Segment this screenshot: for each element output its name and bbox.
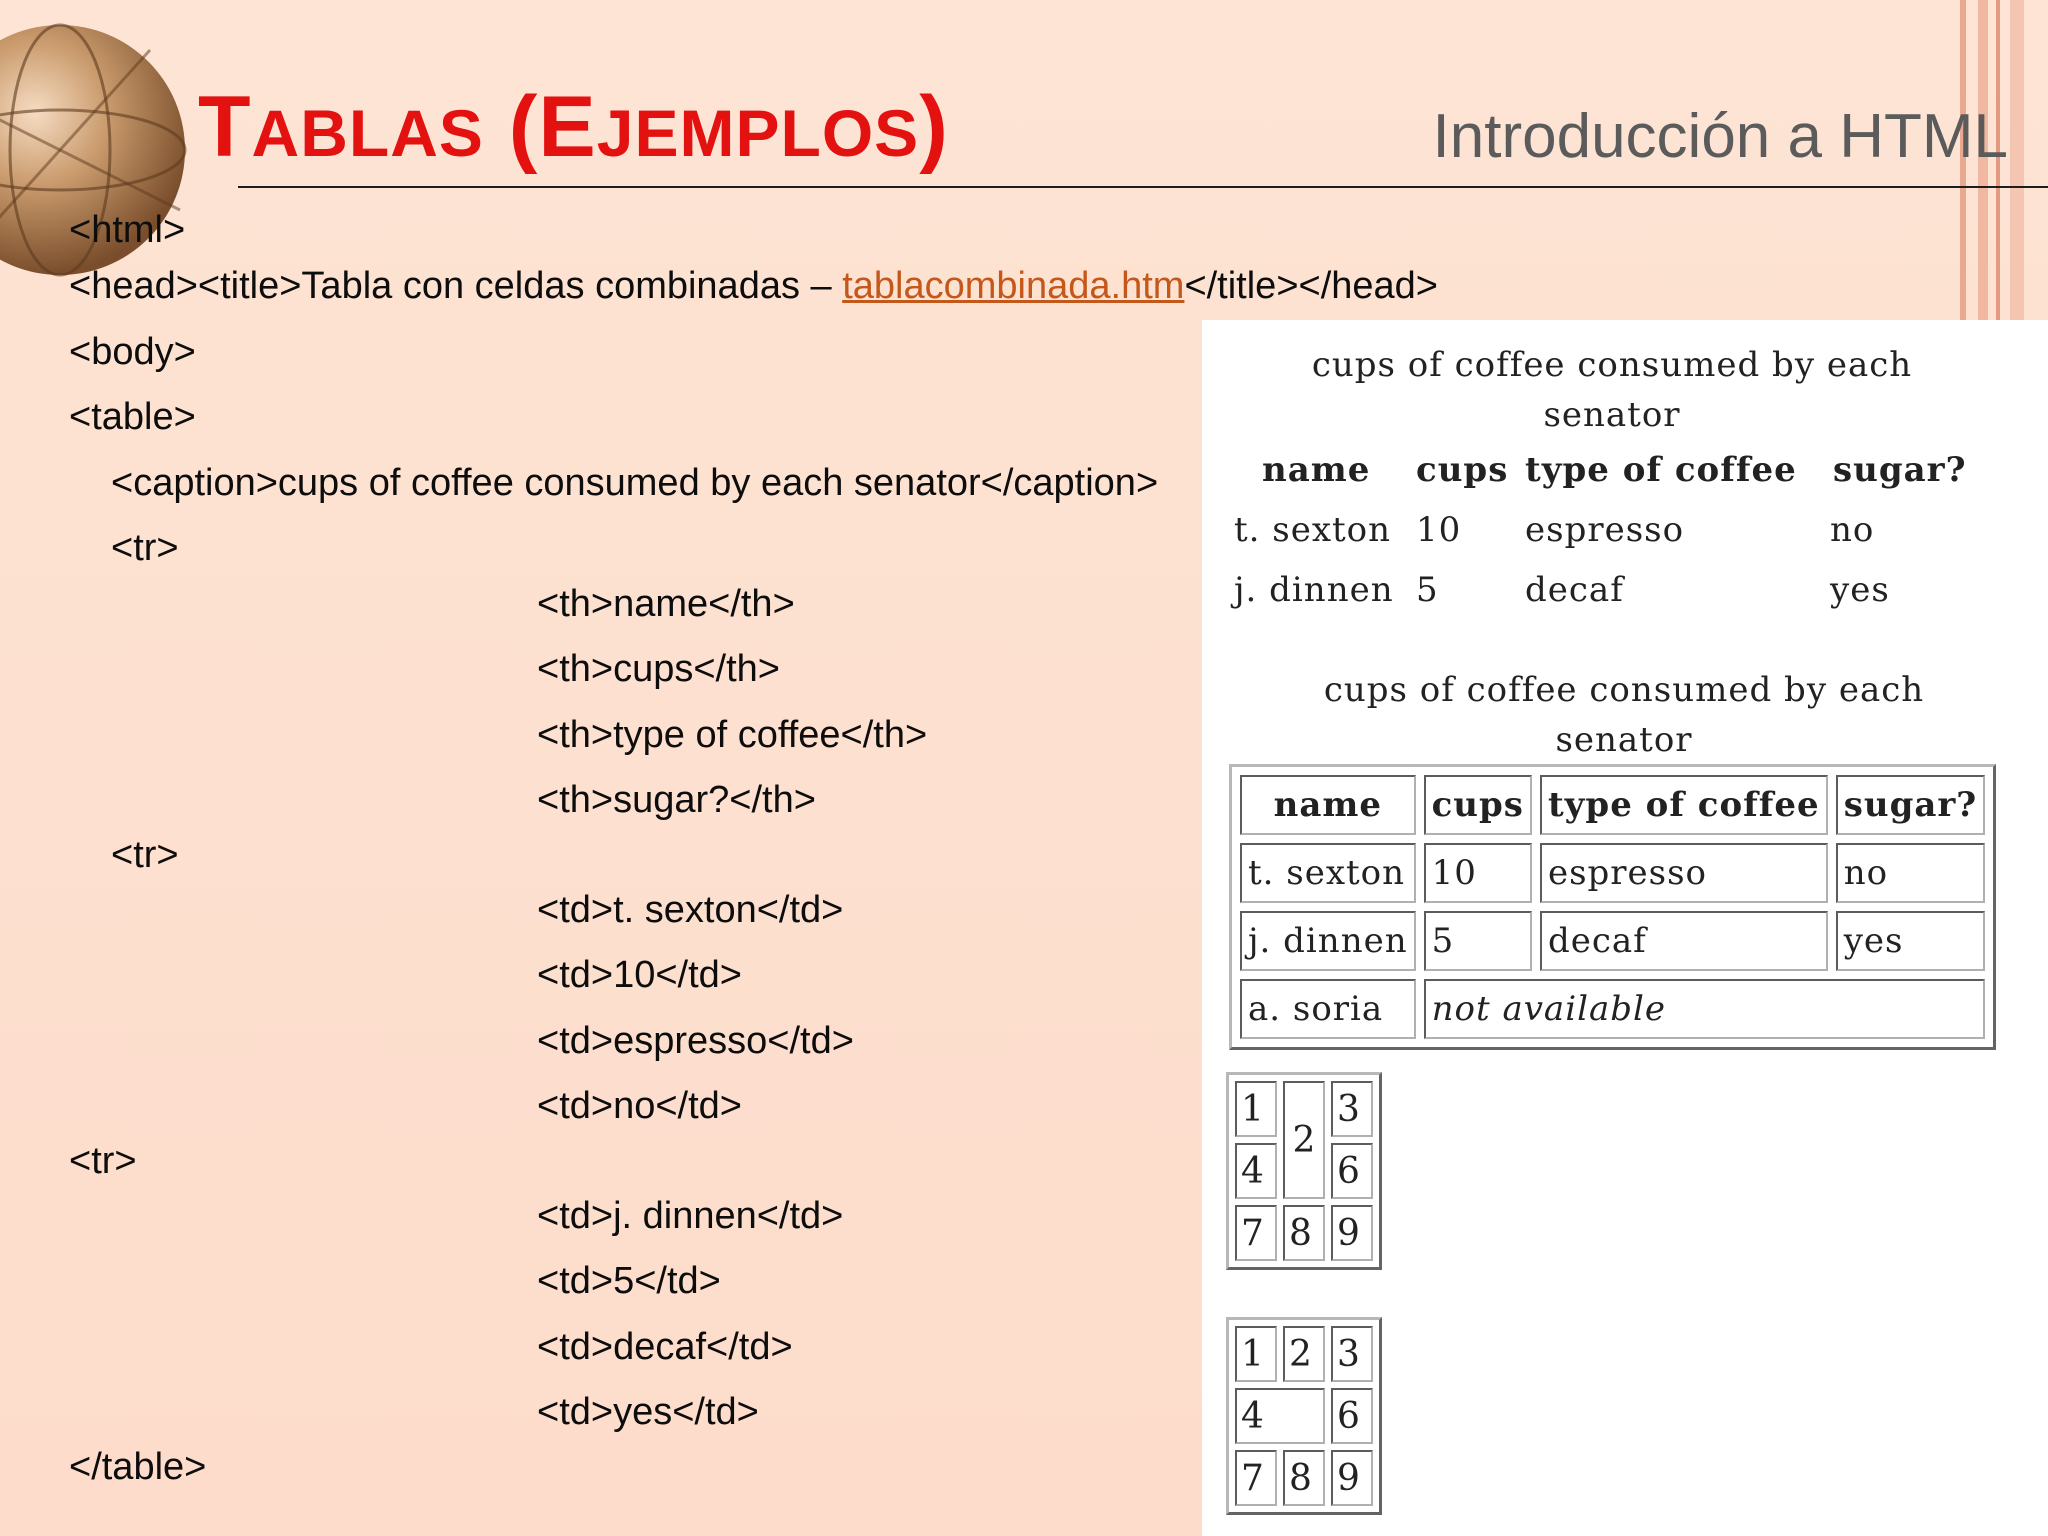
grid-cell: 1 <box>1235 1081 1277 1137</box>
table-header-cell: type of coffee <box>1525 450 1797 490</box>
code-line: <tr> <box>111 527 179 569</box>
table-row <box>1235 1326 1373 1382</box>
code-line: <tr> <box>69 1140 137 1182</box>
merged-cell: not available <box>1424 979 1986 1039</box>
slide-subtitle: Introducción a HTML <box>1432 102 2008 171</box>
table-row <box>1235 1388 1373 1444</box>
table-row <box>1240 775 1985 835</box>
table-cell: t. sexton <box>1234 510 1392 550</box>
table-cell: 5 <box>1416 570 1439 610</box>
grid-cell-rowspan: 2 <box>1283 1081 1325 1199</box>
table-caption: cups of coffee consumed by each senator <box>1311 345 1913 435</box>
code-line: <th>name</th> <box>537 583 795 625</box>
code-line: <td>5</td> <box>537 1260 721 1302</box>
code-line: <td>no</td> <box>537 1085 742 1127</box>
rowspan-grid <box>1226 1072 1382 1270</box>
table-cell: espresso <box>1540 843 1828 903</box>
grid-cell: 3 <box>1331 1081 1373 1137</box>
table-header-cell: name <box>1262 450 1371 490</box>
code-line: <caption>cups of coffee consumed by each senator</caption> <box>111 462 1159 504</box>
grid-cell: 6 <box>1331 1388 1373 1444</box>
table-header-cell: name <box>1240 775 1416 835</box>
title-divider <box>238 186 2048 188</box>
table-row <box>1235 1205 1373 1261</box>
table-cell: 10 <box>1424 843 1532 903</box>
table-header-cell: sugar? <box>1833 450 1967 490</box>
code-line: <head><title>Tabla con celdas combinadas – tablacombinada.htm</title></head> <box>69 265 1438 307</box>
grid-cell: 3 <box>1331 1326 1373 1382</box>
code-line: <th>sugar?</th> <box>537 779 816 821</box>
bordered-coffee-table <box>1229 764 1996 1050</box>
table-header-cell: cups <box>1416 450 1509 490</box>
slide-title: TABLAS (EJEMPLOS) <box>198 79 949 175</box>
code-line: <html> <box>69 209 186 251</box>
grid-cell: 7 <box>1235 1205 1277 1261</box>
table-header-cell: sugar? <box>1836 775 1986 835</box>
code-line: <th>type of coffee</th> <box>537 714 928 756</box>
grid-cell: 8 <box>1283 1450 1325 1506</box>
grid-cell: 4 <box>1235 1143 1277 1199</box>
table-header-cell: cups <box>1424 775 1532 835</box>
table-cell: t. sexton <box>1240 843 1416 903</box>
grid-cell: 9 <box>1331 1450 1373 1506</box>
code-line: <td>decaf</td> <box>537 1326 793 1368</box>
table-row <box>1240 911 1985 971</box>
table-cell: espresso <box>1525 510 1685 550</box>
grid-cell: 9 <box>1331 1205 1373 1261</box>
code-line: <td>yes</td> <box>537 1391 759 1433</box>
table-row <box>1235 1450 1373 1506</box>
table-cell: j. dinnen <box>1234 570 1394 610</box>
table-cell: 10 <box>1416 510 1462 550</box>
table-row <box>1235 1081 1373 1137</box>
table-cell: decaf <box>1525 570 1624 610</box>
table-cell: yes <box>1836 911 1986 971</box>
table-cell: a. soria <box>1240 979 1416 1039</box>
decorative-stripe <box>2010 0 2024 320</box>
code-line: <td>j. dinnen</td> <box>537 1195 844 1237</box>
grid-cell: 7 <box>1235 1450 1277 1506</box>
code-line: <tr> <box>111 834 179 876</box>
table-cell: decaf <box>1540 911 1828 971</box>
table-row <box>1240 843 1985 903</box>
table-cell: no <box>1830 510 1875 550</box>
grid-cell: 2 <box>1283 1326 1325 1382</box>
code-line: <td>espresso</td> <box>537 1020 854 1062</box>
table-row <box>1240 979 1985 1039</box>
code-line: <body> <box>69 331 196 373</box>
grid-cell: 6 <box>1331 1143 1373 1199</box>
code-line: <td>10</td> <box>537 954 742 996</box>
grid-cell-colspan: 4 <box>1235 1388 1325 1444</box>
code-line: </table> <box>69 1446 207 1488</box>
table-header-cell: type of coffee <box>1540 775 1828 835</box>
table-cell: j. dinnen <box>1240 911 1416 971</box>
grid-cell: 8 <box>1283 1205 1325 1261</box>
table-cell: no <box>1836 843 1986 903</box>
code-line: <table> <box>69 396 196 438</box>
table-cell: yes <box>1830 570 1890 610</box>
table-cell: 5 <box>1424 911 1532 971</box>
file-link[interactable]: tablacombinada.htm <box>842 265 1185 307</box>
grid-cell: 1 <box>1235 1326 1277 1382</box>
code-line: <td>t. sexton</td> <box>537 889 844 931</box>
code-line: <th>cups</th> <box>537 648 780 690</box>
colspan-grid <box>1226 1317 1382 1515</box>
table-caption: cups of coffee consumed by each senator <box>1323 670 1925 760</box>
